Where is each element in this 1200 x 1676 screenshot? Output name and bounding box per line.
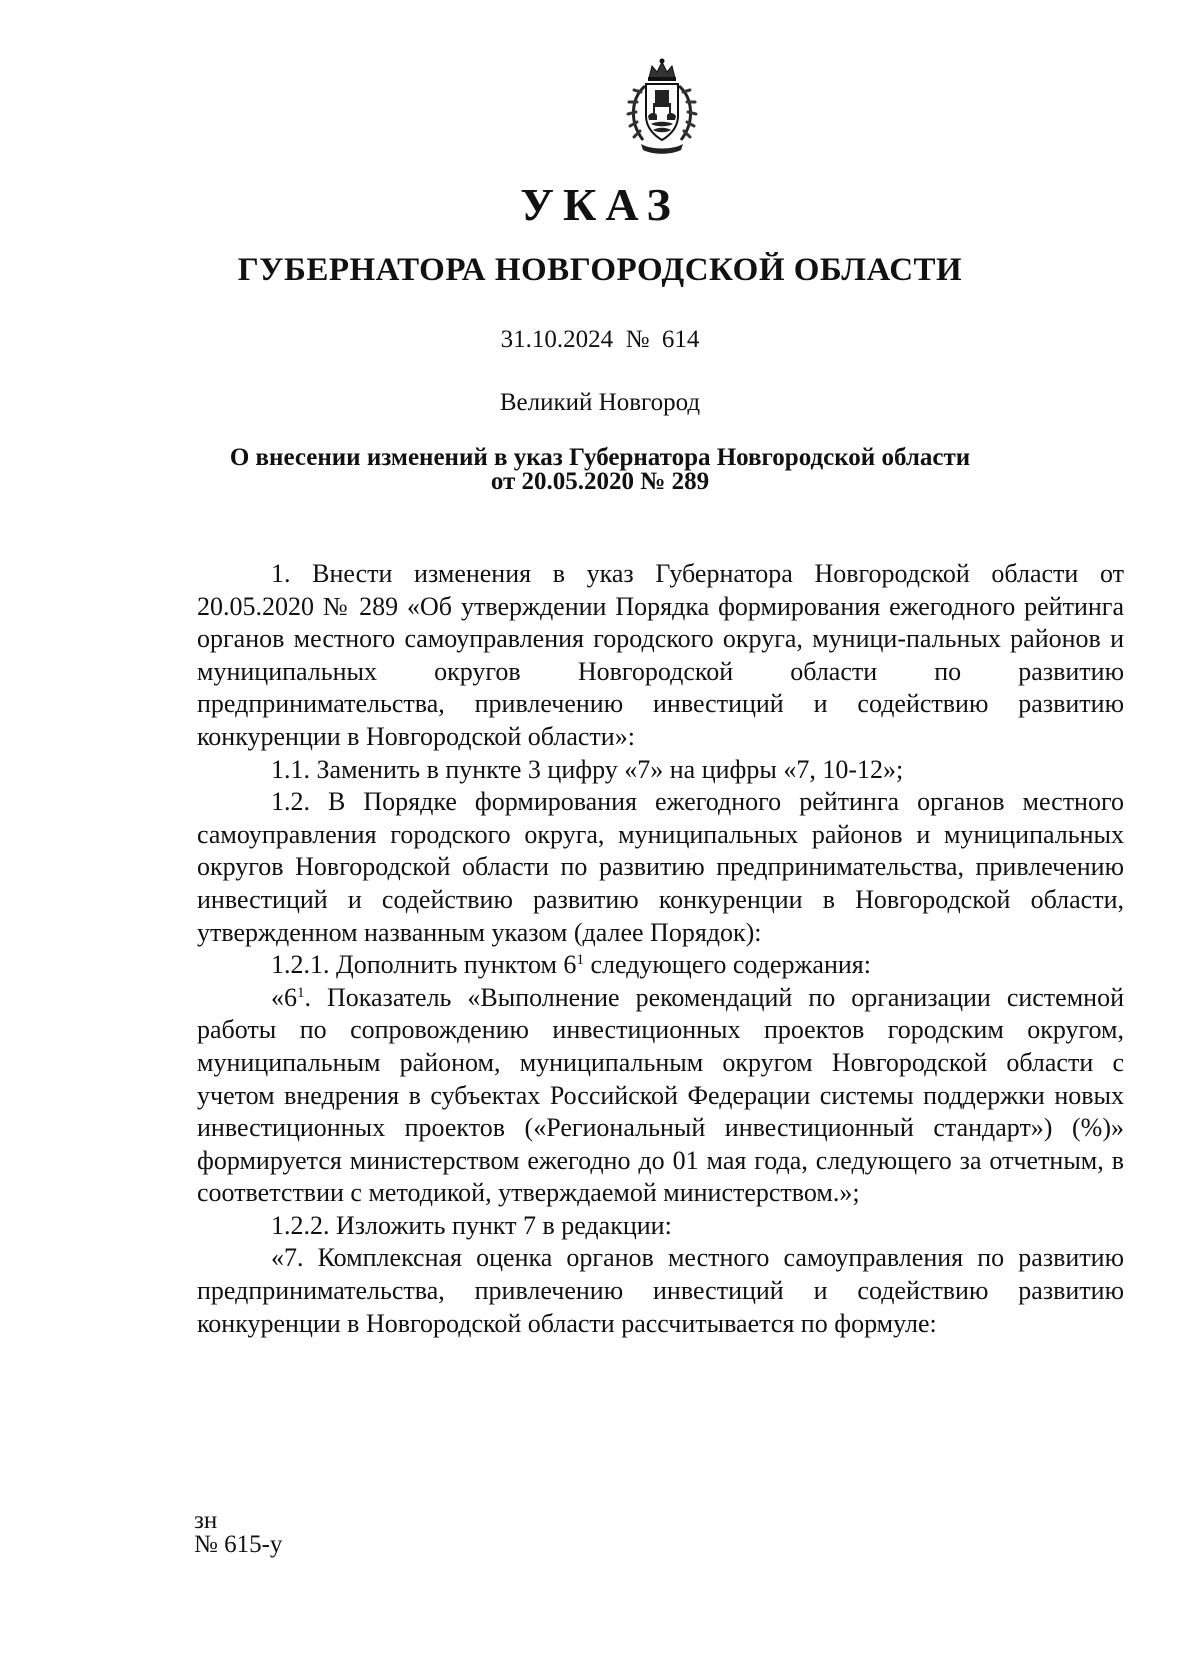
decree-body	[197, 558, 1124, 1340]
superscript: 1	[576, 952, 584, 969]
paragraph-6-1-number: «6	[271, 982, 297, 1012]
paragraph-1-2-1	[197, 949, 1124, 982]
paragraph-1-1: 1.1. Заменить в пункте 3 цифру «7» на цифры «7, 10-12»;	[271, 754, 904, 784]
paragraph-1-2: 1.2. В Порядке формирования ежегодного рейтинга органов местного самоуправления городского округа, муниципальных районов и муниципальных округов Новгородской области по развитию предпринимательства, привлечению инвестиций и содействию развитию конкуренции в Новгородской области, утвержденном названным указом (далее Порядок):	[197, 787, 1124, 947]
paragraph-1-2-2: 1.2.2. Изложить пункт 7 в редакции:	[271, 1210, 672, 1240]
superscript: 1	[297, 984, 305, 1001]
paragraph-1-2-1-text: 1.2.1. Дополнить пунктом 6	[271, 950, 577, 980]
decree-heading	[0, 446, 1200, 494]
registration-number: № 615-у	[194, 1531, 283, 1558]
footer-reference	[194, 1509, 282, 1557]
novgorod-coat-of-arms-icon	[623, 58, 701, 158]
paragraph-1: 1. Внести изменения в указ Губернатора Новгородской области от 20.05.2020 № 289 «Об утверждении Порядка формирования ежегодного рейтинга органов местного самоуправления городского округа, муници-пальных районов и муниципальных округов Новгородской области по развитию предпринимательства, привлечению инвестиций и содействию развитию конкуренции в Новгородской области»:	[197, 559, 1124, 751]
paragraph-7: «7. Комплексная оценка органов местного самоуправления по развитию предпринимательства, привлечению инвестиций и содействию развитию конкуренции в Новгородской области рассчитывается по формуле:	[197, 1243, 1124, 1338]
date-number-line	[0, 326, 1200, 354]
decree-number: 614	[661, 326, 700, 353]
document-type-title: УКАЗ	[520, 179, 680, 230]
paragraph-6-1-text: . Показатель «Выполнение рекомендаций по организации системной работы по сопровождению инвестиционных проектов городским округом, муниципальным районом, муниципальным округом Новгородской области с учетом внедрения в субъектах Российской Федерации системы поддержки новых инвестиционных проектов («Региональный инвестиционный стандарт») (%)» формируется министерством ежегодно до 01 мая года, следующего за отчетным, в соответствии с методикой, утверждаемой министерством.»;	[197, 982, 1124, 1208]
decree-date: 31.10.2024	[500, 326, 614, 353]
paragraph-6-1	[197, 982, 1124, 1210]
issuer-subtitle: ГУБЕРНАТОРА НОВГОРОДСКОЙ ОБЛАСТИ	[237, 252, 963, 288]
heading-line-2: от 20.05.2020 № 289	[490, 468, 710, 495]
heading-line-1: О внесении изменений в указ Губернатора Новгородской области	[229, 444, 971, 471]
issue-place: Великий Новгород	[499, 389, 701, 416]
number-sign: №	[625, 326, 650, 353]
executor-initials: зн	[194, 1507, 218, 1534]
paragraph-1-2-1-tail: следующего содержания:	[583, 950, 871, 980]
